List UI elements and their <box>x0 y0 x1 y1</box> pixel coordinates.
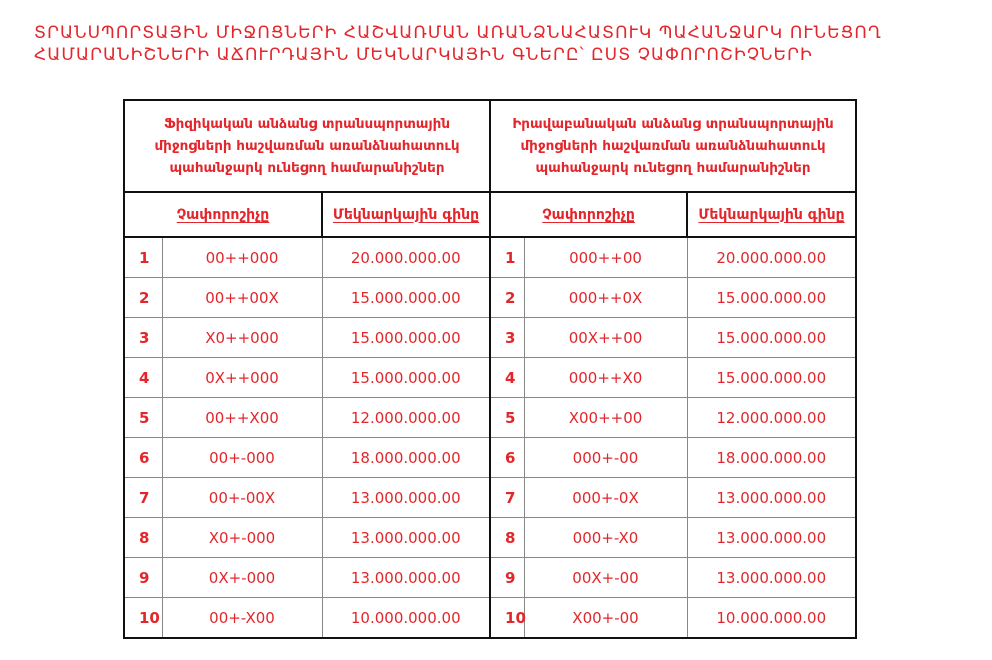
right-plate-criterion: 000+-X0 <box>524 518 687 558</box>
left-row-number: 4 <box>124 358 162 398</box>
right-row-number: 7 <box>490 478 524 518</box>
right-plate-criterion: 00X++00 <box>524 318 687 358</box>
table-row <box>124 398 856 438</box>
left-row-number: 2 <box>124 278 162 318</box>
left-row-number: 9 <box>124 558 162 598</box>
left-row-number: 3 <box>124 318 162 358</box>
left-plate-criterion: 00+-X00 <box>162 598 322 639</box>
legal-entities-heading: Իրավաբանական անձանց տրանսպորտային միջոցների հաշվառման առանձնահատուկ պահանջարկ ունեցող համարանիշներ <box>490 100 856 192</box>
left-start-price: 12.000.000.00 <box>322 398 490 438</box>
table-row <box>124 278 856 318</box>
right-row-number: 1 <box>490 237 524 278</box>
left-row-number: 7 <box>124 478 162 518</box>
right-plate-criterion: 000++0X <box>524 278 687 318</box>
individuals-heading: Ֆիզիկական անձանց տրանսպորտային միջոցների հաշվառման առանձնահատուկ պահանջարկ ունեցող համարանիշներ <box>124 100 490 192</box>
right-row-number: 6 <box>490 438 524 478</box>
left-row-number: 6 <box>124 438 162 478</box>
left-start-price: 15.000.000.00 <box>322 318 490 358</box>
right-criterion-header: Չափորոշիչը <box>490 192 687 237</box>
left-plate-criterion: 0X+-000 <box>162 558 322 598</box>
license-plate-price-table <box>123 99 857 639</box>
left-plate-criterion: X0++000 <box>162 318 322 358</box>
right-row-number: 5 <box>490 398 524 438</box>
table-row <box>124 558 856 598</box>
left-plate-criterion: 0X++000 <box>162 358 322 398</box>
left-row-number: 5 <box>124 398 162 438</box>
left-start-price: 13.000.000.00 <box>322 518 490 558</box>
left-start-price: 15.000.000.00 <box>322 358 490 398</box>
left-price-header: Մեկնարկային գինը <box>322 192 490 237</box>
right-start-price: 20.000.000.00 <box>687 237 856 278</box>
left-criterion-header: Չափորոշիչը <box>124 192 322 237</box>
left-start-price: 13.000.000.00 <box>322 478 490 518</box>
right-start-price: 18.000.000.00 <box>687 438 856 478</box>
table-row <box>124 318 856 358</box>
right-start-price: 15.000.000.00 <box>687 318 856 358</box>
right-row-number: 4 <box>490 358 524 398</box>
right-start-price: 13.000.000.00 <box>687 478 856 518</box>
left-plate-criterion: 00++00X <box>162 278 322 318</box>
right-plate-criterion: 000+-00 <box>524 438 687 478</box>
right-start-price: 15.000.000.00 <box>687 358 856 398</box>
right-plate-criterion: X00+-00 <box>524 598 687 639</box>
right-row-number: 8 <box>490 518 524 558</box>
right-start-price: 13.000.000.00 <box>687 558 856 598</box>
left-start-price: 13.000.000.00 <box>322 558 490 598</box>
table-row <box>124 478 856 518</box>
left-plate-criterion: 00++000 <box>162 237 322 278</box>
right-plate-criterion: 00X+-00 <box>524 558 687 598</box>
right-row-number: 9 <box>490 558 524 598</box>
title-line-1: ՏՐԱՆՍՊՈՐՏԱՅԻՆ ՄԻՋՈՑՆԵՐԻ ՀԱՇՎԱՌՄԱՆ ԱՌԱՆՁՆԱՀԱՏՈՒԿ ՊԱՀԱՆՋԱՐԿ ՈՒՆԵՑՈՂ <box>34 23 882 43</box>
table-row <box>124 598 856 639</box>
table-row <box>124 438 856 478</box>
left-start-price: 15.000.000.00 <box>322 278 490 318</box>
right-start-price: 12.000.000.00 <box>687 398 856 438</box>
table-body <box>124 237 856 638</box>
left-plate-criterion: 00+-00X <box>162 478 322 518</box>
page-title <box>34 22 882 66</box>
right-row-number: 2 <box>490 278 524 318</box>
table-row <box>124 237 856 278</box>
left-plate-criterion: 00++X00 <box>162 398 322 438</box>
title-line-2: ՀԱՄԱՐԱՆԻՇՆԵՐԻ ԱՃՈՒՐԴԱՅԻՆ ՄԵԿՆԱՐԿԱՅԻՆ ԳՆԵՐԸ՝ ԸՍՏ ՉԱՓՈՐՈՇԻՉՆԵՐԻ <box>34 45 813 65</box>
right-plate-criterion: 000+-0X <box>524 478 687 518</box>
right-start-price: 13.000.000.00 <box>687 518 856 558</box>
left-plate-criterion: X0+-000 <box>162 518 322 558</box>
left-row-number: 8 <box>124 518 162 558</box>
left-start-price: 10.000.000.00 <box>322 598 490 639</box>
left-row-number: 10 <box>124 598 162 639</box>
right-plate-criterion: 000++X0 <box>524 358 687 398</box>
left-start-price: 20.000.000.00 <box>322 237 490 278</box>
right-price-header: Մեկնարկային գինը <box>687 192 856 237</box>
left-plate-criterion: 00+-000 <box>162 438 322 478</box>
table-row <box>124 358 856 398</box>
right-plate-criterion: 000++00 <box>524 237 687 278</box>
table-row <box>124 518 856 558</box>
left-start-price: 18.000.000.00 <box>322 438 490 478</box>
left-row-number: 1 <box>124 237 162 278</box>
right-row-number: 3 <box>490 318 524 358</box>
right-start-price: 10.000.000.00 <box>687 598 856 639</box>
right-plate-criterion: X00++00 <box>524 398 687 438</box>
right-row-number: 10 <box>490 598 524 639</box>
right-start-price: 15.000.000.00 <box>687 278 856 318</box>
